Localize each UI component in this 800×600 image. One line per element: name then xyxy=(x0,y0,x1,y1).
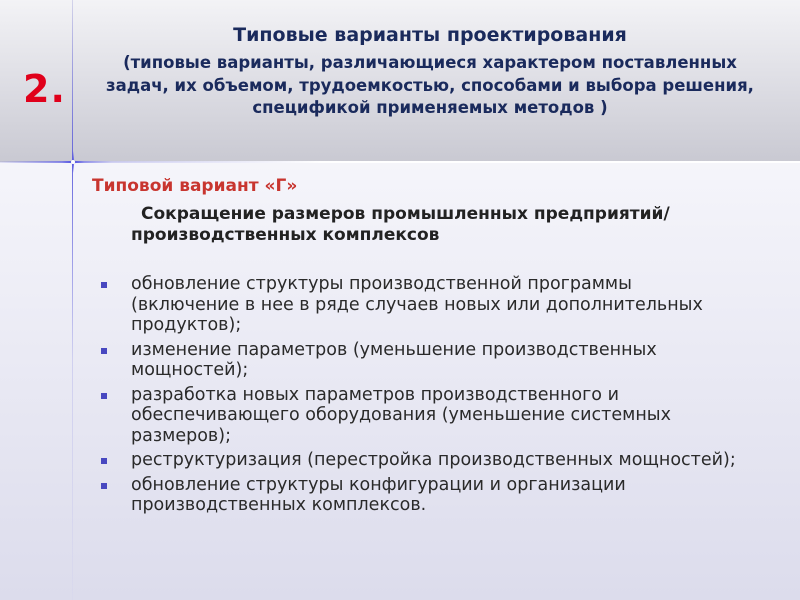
bullet-item xyxy=(100,385,740,447)
horizontal-accent-line xyxy=(0,161,800,163)
title-subtitle: (типовые варианты, различающиеся характером поставленных задач, их объемом, трудоемкостью, способами и выбора решения, спецификой применяемых методов ) xyxy=(106,53,754,117)
variant-subtitle: Сокращение размеров промышленных предприятий/ производственных комплексов xyxy=(131,204,670,245)
bullet-item xyxy=(100,274,740,336)
slide-number: 2. xyxy=(23,67,66,111)
square-bullet-icon xyxy=(101,282,107,288)
bullet-text: реструктуризация (перестройка производственных мощностей); xyxy=(131,450,736,470)
variant-heading: Типовой вариант «Г» xyxy=(92,176,298,196)
square-bullet-icon xyxy=(101,393,107,399)
square-bullet-icon xyxy=(101,458,107,464)
slide-title xyxy=(100,22,760,120)
bullet-item xyxy=(100,450,740,471)
square-bullet-icon xyxy=(101,348,107,354)
bullet-list xyxy=(100,274,740,520)
bullet-text: разработка новых параметров производственного и обеспечивающего оборудования (уменьшение системных размеров); xyxy=(131,384,671,446)
title-main: Типовые варианты проектирования xyxy=(233,24,627,46)
sparkle-star-icon xyxy=(62,151,84,173)
vertical-accent-line xyxy=(72,0,73,600)
bullet-item xyxy=(100,340,740,381)
bullet-text: изменение параметров (уменьшение производственных мощностей); xyxy=(131,339,657,380)
bullet-text: обновление структуры конфигурации и организации производственных комплексов. xyxy=(131,474,626,515)
square-bullet-icon xyxy=(101,483,107,489)
bullet-text: обновление структуры производственной программы (включение в нее в ряде случаев новых или дополнительных продуктов); xyxy=(131,274,703,335)
bullet-item xyxy=(100,475,740,516)
